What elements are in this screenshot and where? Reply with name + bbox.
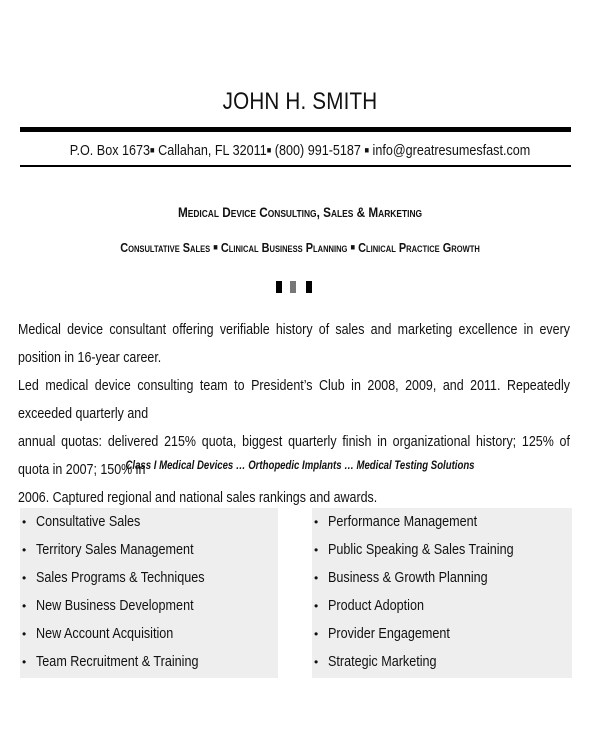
ornament-square bbox=[306, 281, 312, 293]
skill-label: New Business Development bbox=[36, 597, 194, 614]
skill-label: Consultative Sales bbox=[36, 513, 141, 530]
section-ornament bbox=[276, 281, 316, 293]
contact-phone: (800) 991-5187 bbox=[274, 142, 361, 159]
skill-label: Performance Management bbox=[328, 513, 478, 530]
summary-line: 2006. Captured regional and national sales rankings and awards. bbox=[18, 489, 378, 506]
skill-label: Product Adoption bbox=[328, 597, 424, 614]
contact-separator: ■ bbox=[364, 145, 370, 155]
skill-label: New Account Acquisition bbox=[36, 625, 174, 642]
contact-line bbox=[48, 142, 552, 159]
summary-line: Medical device consultant offering verifiable history of sales and marketing excellence in every position in 16-year career. bbox=[18, 321, 570, 366]
summary-line: Led medical device consulting team to President’s Club in 2008, 2009, and 2011. Repeatedly exceeded quarterly and bbox=[18, 377, 570, 422]
bullet-icon: • bbox=[22, 627, 27, 641]
bullet-icon: • bbox=[314, 571, 319, 585]
bullet-icon: • bbox=[22, 599, 27, 613]
skill-label: Territory Sales Management bbox=[36, 541, 194, 558]
contact-separator: ■ bbox=[150, 145, 155, 155]
bullet-icon: • bbox=[314, 655, 319, 669]
skill-label: Provider Engagement bbox=[328, 625, 450, 642]
header-rule-thick bbox=[20, 127, 571, 132]
skills-column-left bbox=[20, 508, 278, 678]
bullet-icon: • bbox=[22, 515, 27, 529]
bullet-icon: • bbox=[22, 543, 27, 557]
specialties-line bbox=[48, 240, 552, 255]
candidate-name: JOHN H. SMITH bbox=[222, 88, 378, 115]
summary-line: annual quotas: delivered 215% quota, biggest quarterly finish in organizational history; 125% of quota in 2007; 150% in bbox=[18, 433, 570, 478]
specialty-item: Clinical Practice Growth bbox=[358, 240, 480, 255]
contact-separator: ■ bbox=[266, 145, 272, 155]
specialty-separator: ■ bbox=[213, 242, 218, 252]
contact-city: Callahan, FL 32011 bbox=[158, 142, 267, 159]
skill-label: Strategic Marketing bbox=[328, 653, 437, 670]
headline: Medical Device Consulting, Sales & Marketing bbox=[177, 204, 423, 220]
bullet-icon: • bbox=[314, 599, 319, 613]
industries-line: Class I Medical Devices … Orthopedic Implants … Medical Testing Solutions bbox=[125, 458, 475, 472]
specialty-separator: ■ bbox=[350, 242, 356, 252]
bullet-icon: • bbox=[22, 655, 27, 669]
header-rule-thin bbox=[20, 165, 571, 167]
ornament-square bbox=[276, 281, 282, 293]
bullet-icon: • bbox=[22, 571, 27, 585]
skills-column-right bbox=[312, 508, 572, 678]
skill-label: Team Recruitment & Training bbox=[36, 653, 199, 670]
ornament-square bbox=[290, 281, 296, 293]
specialty-item: Consultative Sales bbox=[120, 240, 211, 255]
bullet-icon: • bbox=[314, 627, 319, 641]
skill-label: Sales Programs & Techniques bbox=[36, 569, 205, 586]
skill-label: Public Speaking & Sales Training bbox=[328, 541, 514, 558]
bullet-icon: • bbox=[314, 515, 319, 529]
specialty-item: Clinical Business Planning bbox=[220, 240, 348, 255]
contact-email: info@greatresumesfast.com bbox=[372, 142, 531, 159]
skill-label: Business & Growth Planning bbox=[328, 569, 488, 586]
bullet-icon: • bbox=[314, 543, 319, 557]
professional-summary bbox=[18, 316, 570, 512]
contact-po-box: P.O. Box 1673 bbox=[69, 142, 151, 159]
